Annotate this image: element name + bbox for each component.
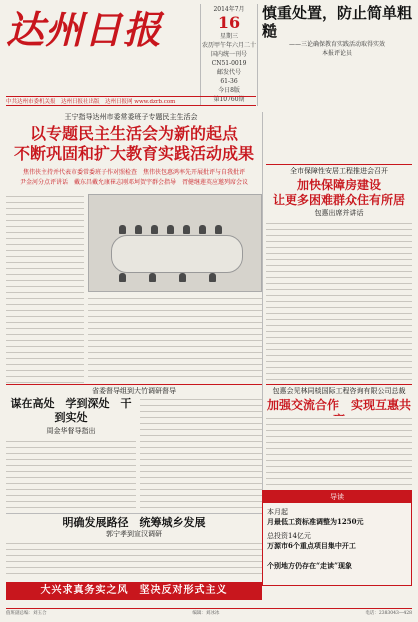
issue-line: 邮发代号: [216, 69, 241, 76]
guide-item-text: 个别地方仍存在“走读”现象: [267, 561, 353, 570]
issue-line: CN51-0019: [211, 60, 247, 67]
person-figure: [119, 225, 126, 234]
commentary-byline: 本报评论员: [321, 50, 352, 57]
person-figure: [199, 225, 206, 234]
low-body-text: [6, 541, 262, 579]
lead-kicker: 王宁指导达州市委常委班子专题民主生活会: [64, 113, 198, 121]
issue-line: 61-36: [220, 78, 238, 85]
guide-item[interactable]: [267, 507, 409, 527]
meeting-photo: [88, 194, 262, 292]
guide-title: 导读: [263, 491, 411, 503]
guide-item[interactable]: [267, 561, 409, 571]
commentary-block: [262, 4, 412, 112]
person-figure: [167, 225, 174, 234]
lead-headline-line-1: 以专题民主生活会为新的起点: [29, 124, 238, 143]
guide-item-text: 万源市6个重点项目集中开工: [267, 541, 356, 550]
masthead-strip: 中共达州市委机关报 达州日报社出版 达州日报网 www.dzrb.com: [6, 96, 256, 106]
masthead-logo: 达州日报: [6, 7, 163, 52]
guide-item-text: 月最低工资标准调整为1250元: [267, 517, 364, 526]
right-kicker-1: 全市保障性安居工程推进会召开: [290, 167, 388, 175]
section-divider: [266, 384, 412, 385]
footer-center: 编辑：刘冰冰: [192, 611, 220, 616]
right-body-text-2: [266, 416, 412, 486]
issue-line: 国内统一刊号: [210, 51, 247, 58]
mid-kicker: 省委督导组到大竹调研督导: [92, 387, 176, 395]
commentary-body: [262, 60, 412, 130]
commentary-subtitle: ——三论确保教育实践活动取得实效: [288, 41, 385, 48]
lead-body-text: [6, 194, 84, 384]
lead-headline-line-2: 不断巩固和扩大教育实践活动成果: [13, 144, 254, 163]
section-divider: [266, 164, 412, 165]
mid-byline: 周金华督导指出: [46, 427, 96, 435]
mid-body-text: [6, 439, 136, 511]
lead-subhead-2: 尹金河分点评讲话 戴东昌戴允康崔志刚邓坷贺宇群会指导 胥健继莲英应邀列席会议: [19, 179, 248, 186]
commentary-headline: 慎重处置，防止简单粗糙: [262, 4, 413, 40]
right-headline-1b[interactable]: 让更多困难群众住有所居: [272, 193, 405, 207]
page-footer: [6, 608, 412, 618]
right-byline-1: 包惠出席并讲话: [314, 209, 364, 217]
issue-weekday: 星期三: [219, 33, 238, 40]
right-headline-1a[interactable]: 加快保障房建设: [296, 178, 381, 192]
issue-line: 第10760期: [213, 96, 245, 103]
guide-item-label: 总投资14亿元: [267, 532, 311, 540]
right-body-text-1: [266, 221, 412, 381]
mid-body-text-2: [140, 397, 262, 511]
right-kicker-2: 包惠会见林同棪国际工程咨询有限公司总裁: [272, 387, 406, 395]
issue-day: 16: [217, 13, 241, 32]
issue-info: [200, 4, 258, 106]
person-figure: [119, 273, 126, 282]
meeting-table-shape: [111, 235, 243, 273]
person-figure: [209, 273, 216, 282]
person-figure: [151, 225, 158, 234]
footer-right: 电话：2383043—428: [365, 611, 412, 616]
lead-body-continued: [88, 296, 262, 382]
right-headline-2[interactable]: 加强交流合作 实现互惠共: [266, 398, 411, 412]
low-byline: 郭宁孝到宣汉调研: [106, 530, 162, 538]
person-figure: [149, 273, 156, 282]
footer-left: 值班副总编：刘玉合: [6, 611, 47, 616]
person-figure: [179, 273, 186, 282]
guide-item[interactable]: [267, 531, 409, 551]
issue-lunar: 农历甲午年六月二十: [201, 42, 256, 49]
lead-headline[interactable]: [6, 124, 262, 164]
person-figure: [183, 225, 190, 234]
guide-box: [262, 490, 412, 586]
guide-item-label: 本月起: [267, 508, 288, 516]
low-headline[interactable]: 明确发展路径 统筹城乡发展: [62, 516, 206, 529]
person-figure: [135, 225, 142, 234]
issue-line: 今日8版: [218, 87, 240, 94]
slogan-banner: 大兴求真务实之风 坚决反对形式主义: [6, 582, 262, 600]
mid-headline[interactable]: 谋在高处 学到深处 干到实处: [10, 397, 132, 424]
issue-date: 2014年7月: [213, 6, 245, 13]
section-divider: [6, 384, 262, 385]
lead-subhead-1: 焦伟侠主持并代表市委常委班子作对照检查 焦伟侠包惠鸿率先开展批评与自我批评: [22, 169, 245, 176]
section-divider: [6, 513, 262, 514]
person-figure: [215, 225, 222, 234]
